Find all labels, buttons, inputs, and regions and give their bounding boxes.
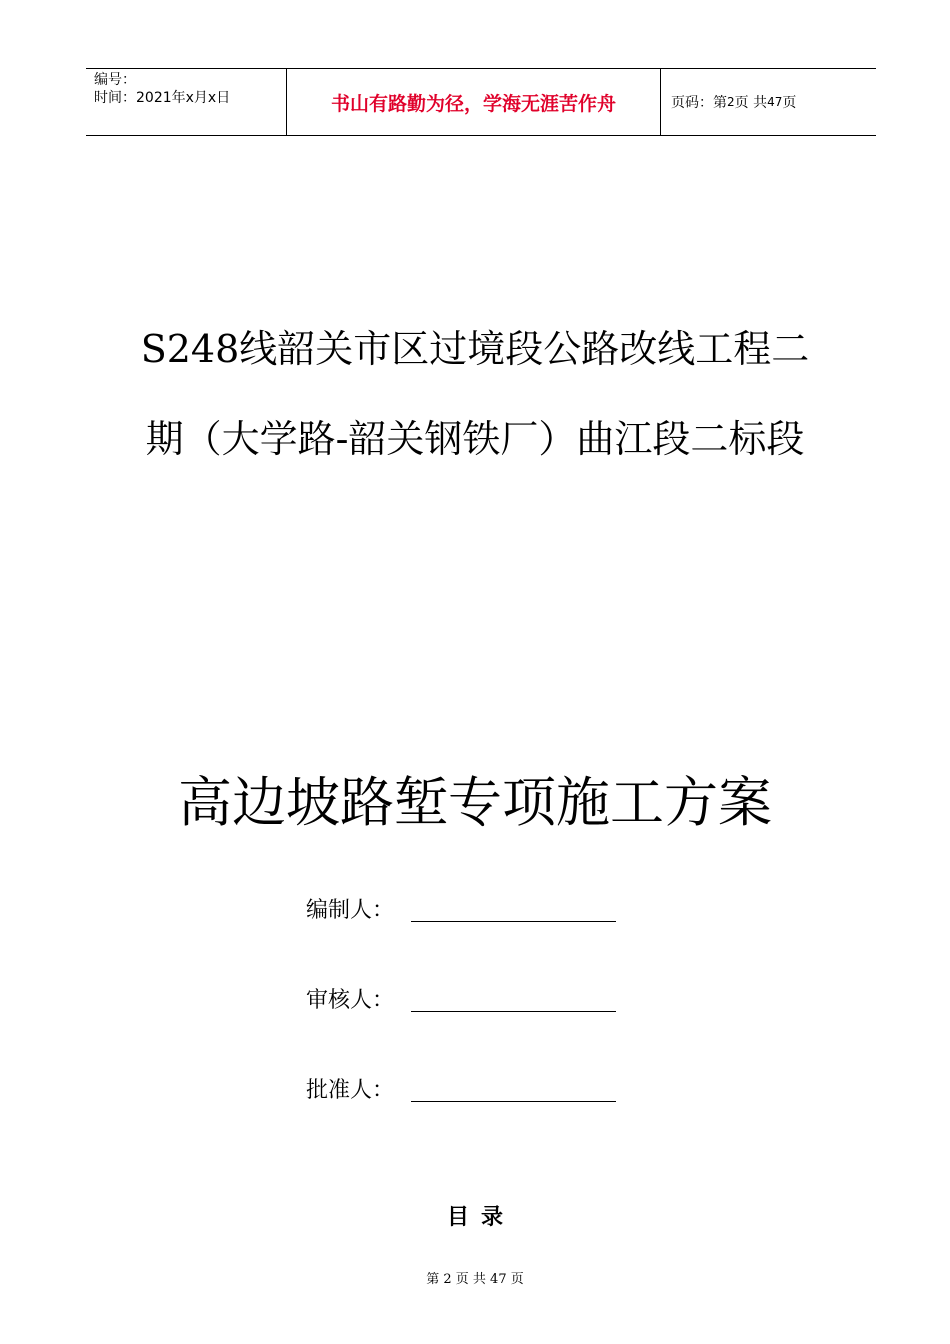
approver-signature-field — [306, 1073, 626, 1109]
table-of-contents-title: 目录 — [446, 1205, 515, 1230]
page-footer: 第 2 页 共 47 页 — [426, 1272, 524, 1287]
signature-line — [411, 1011, 616, 1012]
page-current: 2 — [727, 95, 735, 109]
compiler-label: 编制人： — [306, 898, 395, 923]
reviewer-signature-field — [306, 983, 626, 1019]
header-page-number: 页码：第 2 页 共 47 页 — [671, 95, 797, 111]
header-meta — [86, 69, 286, 135]
signature-line — [411, 1101, 616, 1102]
page-total: 47 — [767, 95, 783, 109]
project-title-line-1: S248线韶关市区过境段公路改线工程二 — [140, 327, 810, 371]
compiler-signature-field — [306, 893, 626, 929]
document-number-label: 编号： — [94, 72, 136, 88]
document-title: 高边坡路堑专项施工方案 — [178, 771, 772, 834]
project-title-line-2: 期（大学路-韶关钢铁厂）曲江段二标段 — [145, 417, 805, 461]
header-motto: 书山有路勤为径，学海无涯苦作舟 — [330, 92, 616, 115]
approver-label: 批准人： — [306, 1078, 395, 1103]
signature-line — [411, 921, 616, 922]
page-header — [86, 68, 876, 136]
reviewer-label: 审核人： — [306, 988, 395, 1013]
document-date: 时间：2021年x月x日 — [94, 90, 231, 106]
